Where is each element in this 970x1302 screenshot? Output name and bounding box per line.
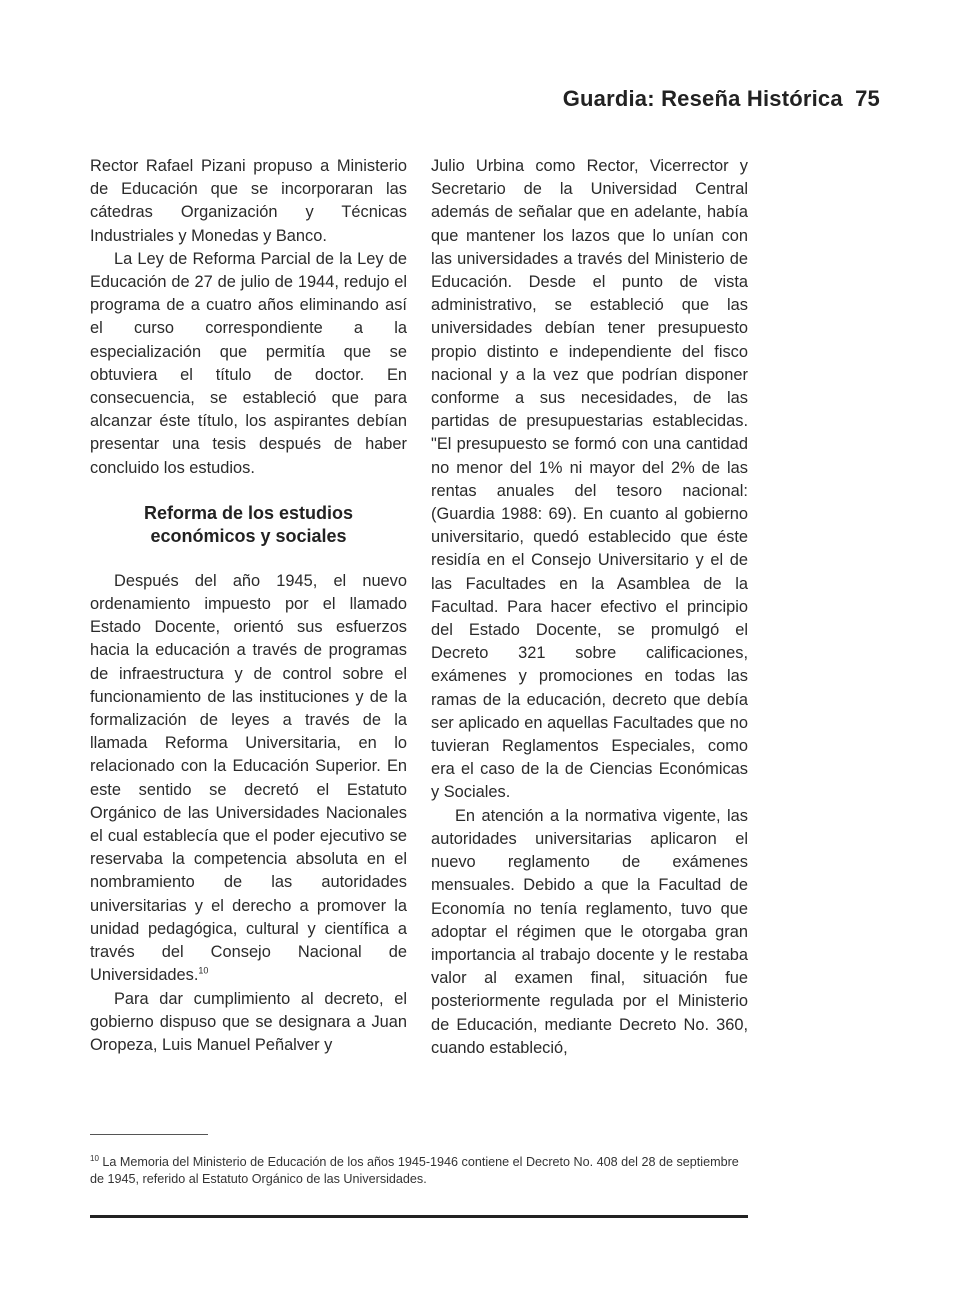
paragraph-text: Después del año 1945, el nuevo ordenamiento impuesto por el llamado Estado Docente, orientó sus esfuerzos hacia la educación a través de programas de infraestructura y de control sobre el funcionamiento de las instituciones y de la formalización de leyes a través de la llamada Reforma Universitaria, en lo relacionado con la Educación Superior. En este sentido se decretó el Estatuto Orgánico de las Universidades Nacionales el cual establecía que el poder ejecutivo se reservaba la competencia absoluta en el nombramiento de las autoridades universitarias y el derecho a promover la unidad pedagógica, cultural y científica a través del Consejo Nacional de Universidades. (90, 571, 407, 985)
right-column (431, 155, 748, 1060)
section-heading: Reforma de los estudios económicos y sociales (143, 502, 354, 546)
paragraph: En atención a la normativa vigente, las autoridades universitarias aplicaron el nuevo reglamento de exámenes mensuales. Debido a que la Facultad de Economía no tenía reglamento, tuvo que adoptar el régimen que le otorgaba gran importancia al trabajo docente y le restaba valor al examen final, situación fue posteriormente regulada por el Ministerio de Educación, mediante Decreto No. 360, cuando estableció, (431, 806, 748, 1057)
footnote-marker: 10 (90, 1153, 99, 1163)
footnote (90, 1154, 750, 1188)
footnote-text: La Memoria del Ministerio de Educación de los años 1945-1946 contiene el Decreto No. 408 del 28 de septiembre de 1945, referido al Estatuto Orgánico de las Universidades. (90, 1155, 739, 1186)
page-number: 75 (855, 86, 880, 111)
running-head (563, 86, 880, 112)
paragraph: Rector Rafael Pizani propuso a Ministerio de Educación que se incorporaran las cátedras Organización y Técnicas Industriales y Monedas y Banco. (90, 157, 407, 245)
paragraph: La Ley de Reforma Parcial de la Ley de Educación de 27 de julio de 1944, redujo el programa de a cuatro años eliminando así el curso correspondiente a la especialización que permitía que se obtuviera el título de doctor. En consecuencia, se estableció que para alcanzar éste título, los aspirantes debían presentar una tesis después de haber concluido los estudios. (90, 249, 407, 477)
bottom-rule (90, 1215, 748, 1218)
paragraph: Julio Urbina como Rector, Vicerrector y Secretario de la Universidad Central además de señalar que en adelante, había que mantener los lazos que lo unían con las universidades a través del Ministerio de Educación. Desde el punto de vista administrativo, se estableció que las universidades debían tener presupuesto propio distinto e independiente del fisco nacional y a la vez que podrían disponer conforme a sus necesidades, de las partidas de presupuestarias establecidas. "El presupuesto se formó con una cantidad no menor del 1% ni mayor del 2% de las rentas anuales del tesoro nacional: (Guardia 1988: 69). En cuanto al gobierno universitario, quedó establecido que éste residía en el Consejo Universitario y el de las Facultades en la Asamblea de la Facultad. Para hacer efectivo el principio del Estado Docente, se promulgó el Decreto 321 sobre calificaciones, exámenes y promociones en todas las ramas de la educación, decreto que debía ser aplicado en aquellas Facultades que no tuvieran Reglamentos Especiales, como era el caso de la de Ciencias Económicas y Sociales. (431, 157, 748, 802)
left-column (90, 155, 407, 1057)
footnote-reference: 10 (198, 965, 209, 976)
running-title: Guardia: Reseña Histórica (562, 86, 843, 111)
paragraph (90, 570, 407, 988)
footnote-divider (90, 1134, 208, 1135)
paragraph: Para dar cumplimiento al decreto, el gobierno dispuso que se designara a Juan Oropeza, Luis Manuel Peñalver y (90, 989, 407, 1054)
